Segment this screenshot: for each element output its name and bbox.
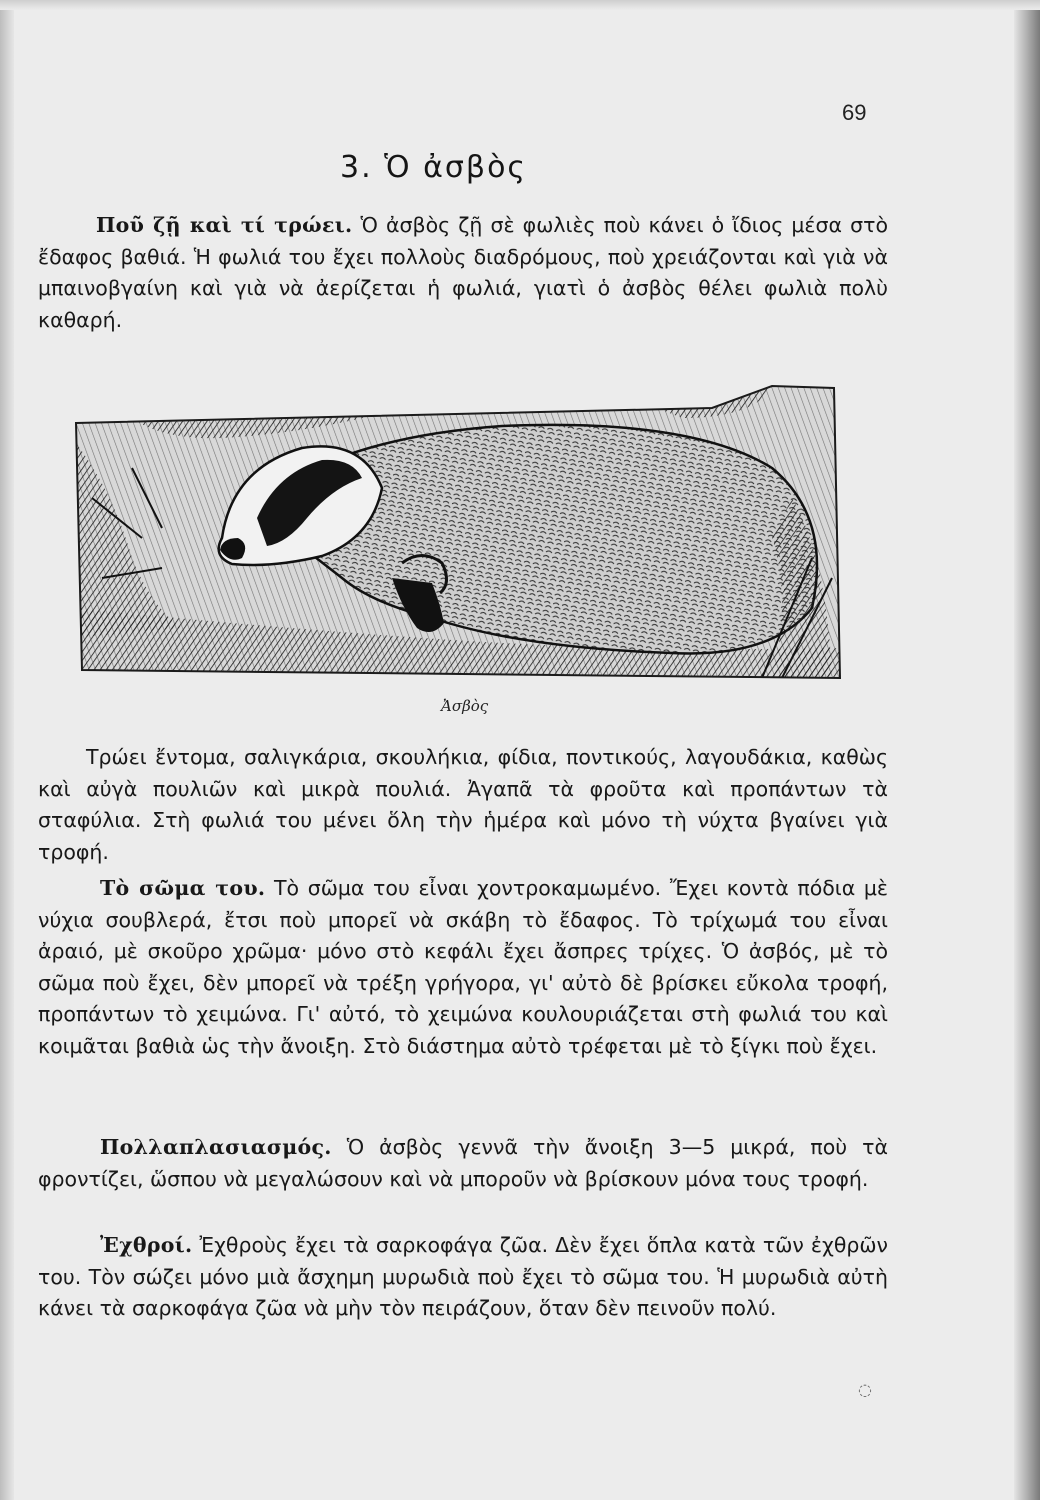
paragraph-text: Ὁ ἀσβὸς ζῇ σὲ φωλιὲς ποὺ κάνει ὁ ἴδιος μέσα στὸ ἔδαφος βαθιά. Ἡ φωλιά του ἔχει πολλοὺς διαδρόμους, ποὺ χρειάζονται καὶ γιὰ νὰ μπαινοβγαίνη καὶ γιὰ νὰ ἀερίζεται ἡ φωλιά, γιατὶ ὁ ἀσβὸς θέλει φωλιὰ πολὺ καθαρή. — [38, 213, 888, 332]
paragraph-diet — [38, 742, 888, 868]
paragraph-enemies — [38, 1230, 888, 1325]
badger-illustration — [72, 378, 842, 690]
figure-caption: Ἀσβὸς — [441, 697, 489, 715]
paragraph-habitat — [38, 210, 888, 336]
page-right-edge-shadow — [1014, 0, 1040, 1500]
page-top-edge — [0, 0, 1040, 10]
paragraph-body — [38, 873, 888, 1062]
paragraph-text: Τρώει ἔντομα, σαλιγκάρια, σκουλήκια, φίδια, ποντικούς, λαγουδάκια, καθὼς καὶ αὐγὰ πουλιῶν καὶ μικρὰ πουλιά. Ἀγαπᾶ τὰ φροῦτα καὶ προπάντων τὰ σταφύλια. Στὴ φωλιά του μένει ὅλη τὴν ἡμέρα καὶ μόνο τὴ νύχτα βγαίνει γιὰ τροφή. — [38, 745, 888, 864]
paragraph-reproduction — [38, 1132, 888, 1195]
paragraph-heading: Ποῦ ζῇ καὶ τί τρώει. — [96, 213, 353, 237]
page-left-edge — [0, 0, 14, 1500]
paragraph-text: Ὁ ἀσβὸς γεννᾶ τὴν ἄνοιξη 3—5 μικρά, ποὺ τὰ φροντίζει, ὥσπου νὰ μεγαλώσουν καὶ νὰ μποροῦν νὰ βρίσκουν μόνα τους τροφή. — [38, 1135, 888, 1191]
paragraph-heading: Τὸ σῶμα του. — [100, 876, 266, 900]
paragraph-heading: Ἐχθροί. — [100, 1233, 193, 1257]
paragraph-text: Ἐχθροὺς ἔχει τὰ σαρκοφάγα ζῶα. Δὲν ἔχει ὅπλα κατὰ τῶν ἐχθρῶν του. Τὸν σώζει μόνο μιὰ ἄσχημη μυρωδιὰ ποὺ ἔχει τὸ σῶμα του. Ἡ μυρωδιὰ αὐτὴ κάνει τὰ σαρκοφάγα ζῶα νὰ μὴν τὸν πειράζουν, ὅταν δὲν πεινοῦν πολύ. — [38, 1233, 888, 1320]
page-stain-mark: ◌ — [858, 1380, 872, 1399]
chapter-title: 3. Ὁ ἀσβὸς — [340, 150, 528, 185]
paragraph-heading: Πολλαπλασιασμός. — [100, 1135, 332, 1159]
paragraph-text: Τὸ σῶμα του εἶναι χοντροκαμωμένο. Ἔχει κοντὰ πόδια μὲ νύχια σουβλερά, ἔτσι ποὺ μπορεῖ νὰ σκάβη τὸ ἔδαφος. Τὸ τρίχωμά του εἶναι ἀραιό, μὲ σκοῦρο χρῶμα· μόνο στὸ κεφάλι ἔχει ἄσπρες τρίχες. Ὁ ἀσβός, μὲ τὸ σῶμα ποὺ ἔχει, δὲν μπορεῖ νὰ τρέξη γρήγορα, γι' αὐτὸ δὲ βρίσκει εὔκολα τροφή, προπάντων τὸ χειμώνα. Γι' αὐτό, τὸ χειμώνα κουλουριάζεται στὴ φωλιά του καὶ κοιμᾶται βαθιὰ ὡς τὴν ἄνοιξη. Στὸ διάστημα αὐτὸ τρέφεται μὲ τὸ ξίγκι ποὺ ἔχει. — [38, 876, 889, 1058]
page-number: 69 — [842, 100, 867, 125]
